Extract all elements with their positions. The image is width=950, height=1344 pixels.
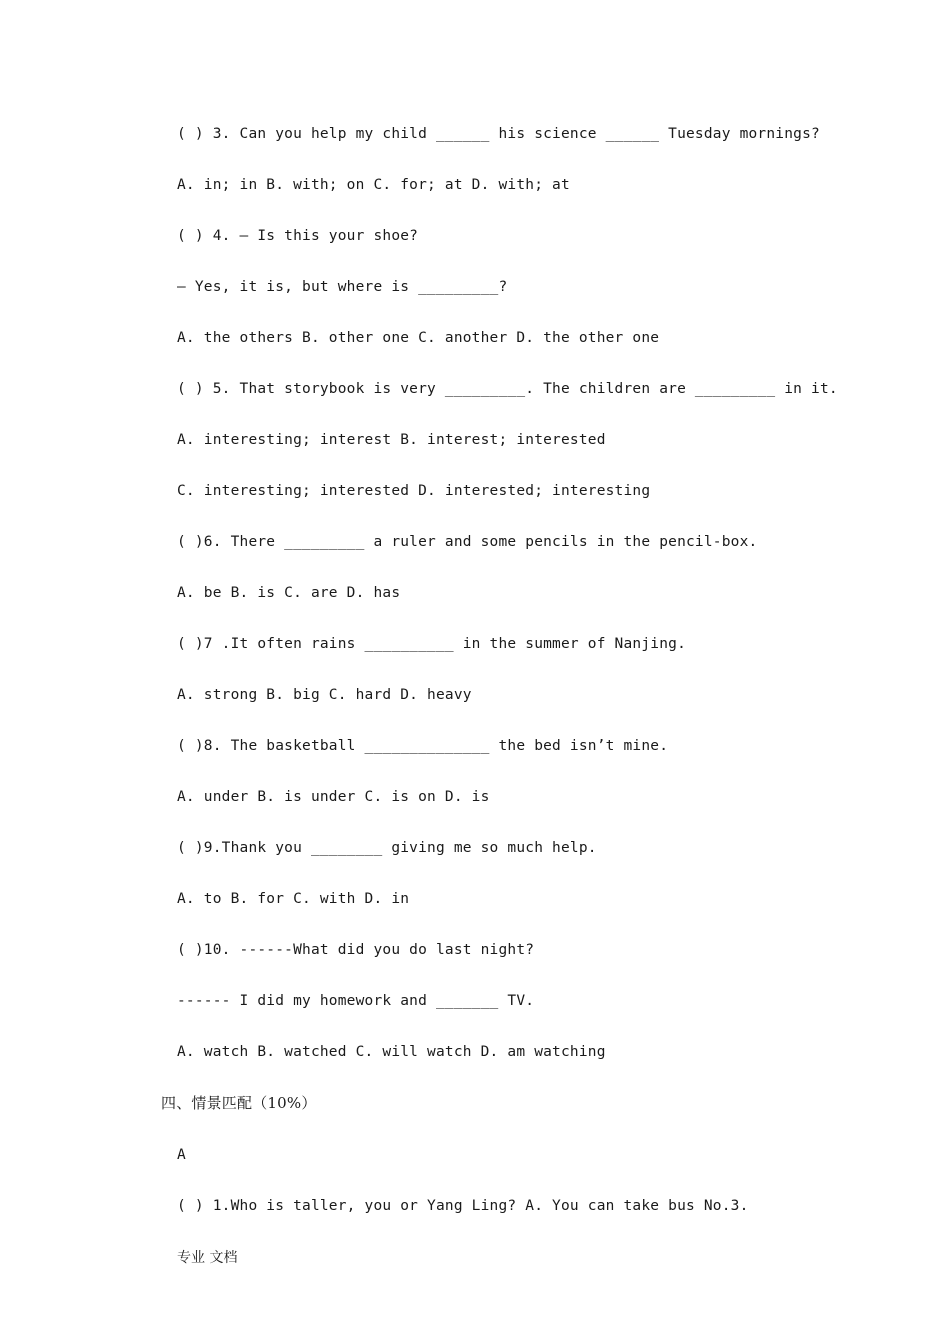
question-10-dialogue: ------ I did my homework and _______ TV. [177,993,535,1009]
section-part-label: A [177,1147,186,1163]
page-footer: 专业 文档 [177,1250,238,1266]
question-3-options: A. in; in B. with; on C. for; at D. with; at [177,177,570,193]
question-9-options: A. to B. for C. with D. in [177,891,410,907]
question-5-options-cd: C. interesting; interested D. interested; interesting [177,483,651,499]
question-9: ( )9.Thank you ________ giving me so much help. [177,840,597,856]
question-10-options: A. watch B. watched C. will watch D. am watching [177,1044,606,1060]
matching-item-1: ( ) 1.Who is taller, you or Yang Ling? A. You can take bus No.3. [177,1198,749,1214]
question-4: ( ) 4. — Is this your shoe? [177,228,419,244]
question-8-options: A. under B. is under C. is on D. is [177,789,490,805]
question-3: ( ) 3. Can you help my child ______ his science ______ Tuesday mornings? [177,126,820,142]
question-7-options: A. strong B. big C. hard D. heavy [177,687,472,703]
question-8: ( )8. The basketball ______________ the bed isn’t mine. [177,738,669,754]
question-4-options: A. the others B. other one C. another D. the other one [177,330,660,346]
section-heading: 四、情景匹配（10%） [161,1094,317,1112]
question-4-dialogue: — Yes, it is, but where is _________? [177,279,508,295]
question-5: ( ) 5. That storybook is very _________. The children are _________ in it. [177,381,838,397]
question-7: ( )7 .It often rains __________ in the summer of Nanjing. [177,636,686,652]
question-6-options: A. be B. is C. are D. has [177,585,401,601]
question-5-options-ab: A. interesting; interest B. interest; interested [177,432,606,448]
question-10: ( )10. ------What did you do last night? [177,942,535,958]
question-6: ( )6. There _________ a ruler and some pencils in the pencil-box. [177,534,758,550]
